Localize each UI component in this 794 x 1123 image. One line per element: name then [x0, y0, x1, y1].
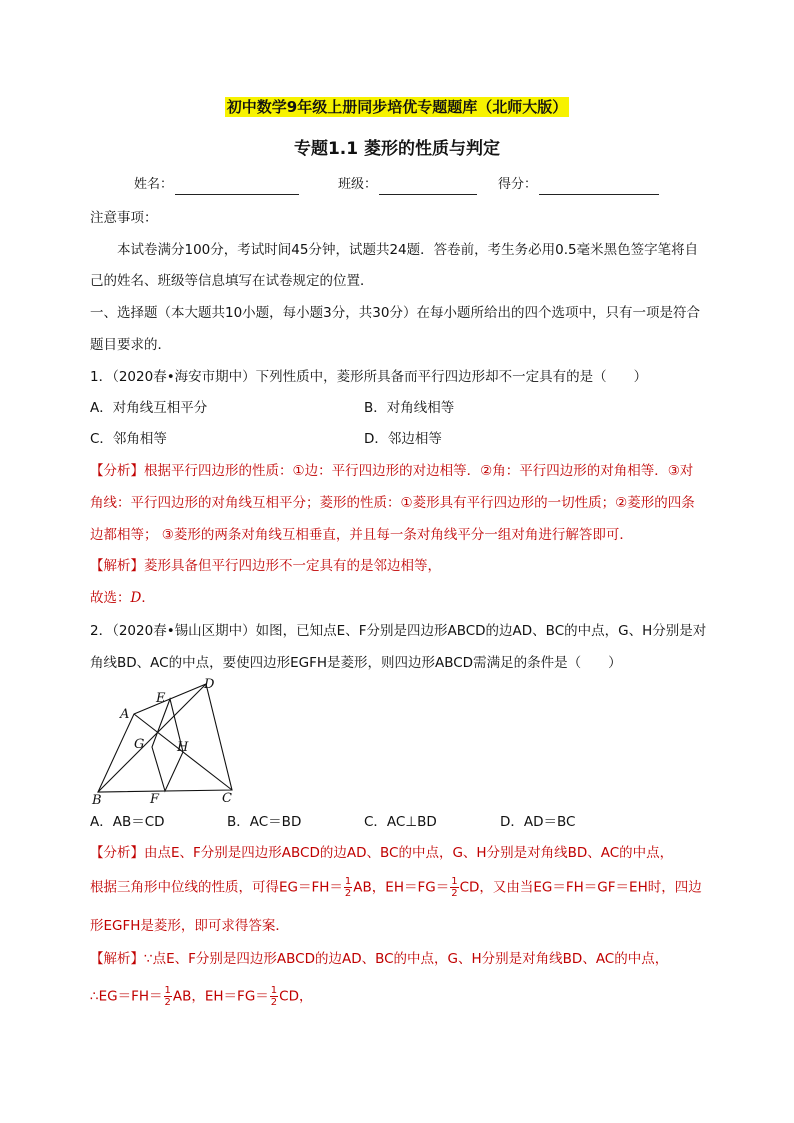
q2-solution-tag: 【解析】: [90, 951, 144, 967]
q2-analysis-tag: 【分析】: [90, 845, 144, 861]
notice-label: 注意事项：: [90, 210, 158, 226]
q2-geometry-figure: [86, 672, 246, 808]
q2-option-b[interactable]: B．AC＝BD: [227, 814, 302, 830]
fraction-half: [344, 876, 352, 899]
q2-option-a[interactable]: A．AB＝CD: [90, 814, 165, 830]
notice-line-1: 本试卷满分100分，考试时间45分钟，试题共24题．答卷前，考生务必用0.5毫米黑色签字笔将自: [117, 242, 699, 258]
q1-analysis-line-3: 边都相等； ③菱形的两条对角线互相垂直，并且每一条对角线平分一组对角进行解答即可．: [90, 527, 633, 543]
class-underline[interactable]: [379, 178, 477, 195]
q1-analysis-tag: 【分析】: [90, 463, 144, 479]
fraction-half: [450, 876, 458, 899]
q2-analysis-text-2b: AB，EH＝FG＝: [353, 879, 450, 896]
page-title: 专题1.1 菱形的性质与判定: [293, 139, 501, 159]
fraction-denominator: 2: [451, 888, 458, 899]
q1-option-d[interactable]: D．邻边相等: [364, 431, 442, 447]
label-h: H: [177, 740, 189, 755]
q1-choice-suffix: ．: [141, 590, 155, 606]
section-heading-line-1: 一、选择题（本大题共10小题，每小题3分，共30分）在每小题所给出的四个选项中，只有一项是符合: [90, 305, 700, 321]
q2-solution-text-2b: AB，EH＝FG＝: [172, 988, 269, 1005]
q1-stem: 1．（2020春•海安市期中）下列性质中，菱形所具备而平行四边形却不一定具有的是（ ）: [90, 369, 648, 385]
label-f: F: [150, 792, 160, 807]
name-label: 姓名：: [134, 177, 174, 192]
score-underline[interactable]: [539, 178, 659, 195]
q2-solution-line-2: [90, 985, 312, 1008]
fraction-numerator: 1: [451, 876, 458, 887]
q1-solution-line-1: [90, 556, 441, 576]
label-a: A: [120, 707, 130, 722]
q2-stem-line-1: 2．（2020春•锡山区期中）如图，已知点E、F分别是四边形ABCD的边AD、BC的中点，G、H分别是对: [90, 623, 707, 639]
series-title: 初中数学9年级上册同步培优专题题库（北师大版）: [226, 98, 568, 116]
q2-solution-text-2a: ∴EG＝FH＝: [90, 988, 163, 1005]
section-heading-line-2: 题目要求的．: [90, 337, 171, 353]
series-banner: [0, 96, 794, 118]
label-e: E: [156, 691, 166, 706]
q2-analysis-text-1: 由点E、F分别是四边形ABCD的边AD、BC的中点，G、H分别是对角线BD、AC的中点，: [144, 845, 674, 861]
fraction-denominator: 2: [164, 997, 171, 1008]
q2-solution-text-1: ∵点E、F分别是四边形ABCD的边AD、BC的中点，G、H分别是对角线BD、AC的中点，: [144, 951, 669, 967]
label-d: D: [204, 677, 215, 692]
q1-analysis-line-1: [90, 461, 693, 481]
q1-option-a[interactable]: A．对角线互相平分: [90, 400, 208, 416]
q2-analysis-line-2: [90, 876, 702, 899]
fraction-numerator: 1: [344, 876, 352, 887]
fraction-denominator: 2: [270, 997, 278, 1008]
name-underline[interactable]: [175, 178, 299, 195]
q1-choice-prefix: 故选：: [90, 590, 131, 606]
fraction-half: [270, 985, 278, 1008]
q1-solution-tag: 【解析】: [90, 558, 144, 574]
fraction-numerator: 1: [164, 985, 171, 996]
fraction-denominator: 2: [344, 888, 352, 899]
q1-choice-line: [90, 588, 155, 608]
fraction-half: [164, 985, 172, 1008]
q1-choice: D: [130, 590, 142, 606]
q1-option-b[interactable]: B．对角线相等: [364, 400, 455, 416]
name-field[interactable]: [134, 175, 299, 195]
q2-solution-line-1: [90, 949, 668, 969]
q1-analysis-text-1: 根据平行四边形的性质：①边：平行四边形的对边相等．②角：平行四边形的对角相等．③对: [144, 463, 694, 479]
label-b: B: [92, 793, 102, 808]
q2-option-d[interactable]: D．AD＝BC: [500, 814, 576, 830]
label-g: G: [134, 737, 145, 752]
diagonal-bd: [98, 684, 206, 792]
q2-analysis-line-1: [90, 843, 673, 863]
q2-stem-line-2: 角线BD、AC的中点，要使四边形EGFH是菱形，则四边形ABCD需满足的条件是（ ）: [90, 655, 622, 671]
q2-analysis-text-2a: 根据三角形中位线的性质，可得EG＝FH＝: [90, 879, 343, 896]
q1-solution-text-1: 菱形具备但平行四边形不一定具有的是邻边相等，: [144, 558, 441, 574]
score-field[interactable]: [498, 175, 659, 195]
class-field[interactable]: [338, 175, 477, 195]
fraction-numerator: 1: [270, 985, 278, 996]
q2-option-c[interactable]: C．AC⊥BD: [364, 814, 437, 830]
q2-solution-text-2c: CD，: [279, 988, 313, 1005]
q1-option-c[interactable]: C．邻角相等: [90, 431, 167, 447]
q2-analysis-text-2c: CD，又由当EG＝FH＝GF＝EH时，四边: [459, 879, 702, 896]
q2-analysis-line-3: 形EGFH是菱形，即可求得答案．: [90, 918, 289, 934]
q1-analysis-line-2: 角线：平行四边形的对角线互相平分；菱形的性质：①菱形具有平行四边形的一切性质；②菱形的四条: [90, 495, 695, 511]
label-c: C: [222, 791, 232, 806]
score-label: 得分：: [498, 177, 538, 192]
notice-line-2: 己的姓名、班级等信息填写在试卷规定的位置．: [90, 273, 374, 289]
class-label: 班级：: [338, 177, 378, 192]
